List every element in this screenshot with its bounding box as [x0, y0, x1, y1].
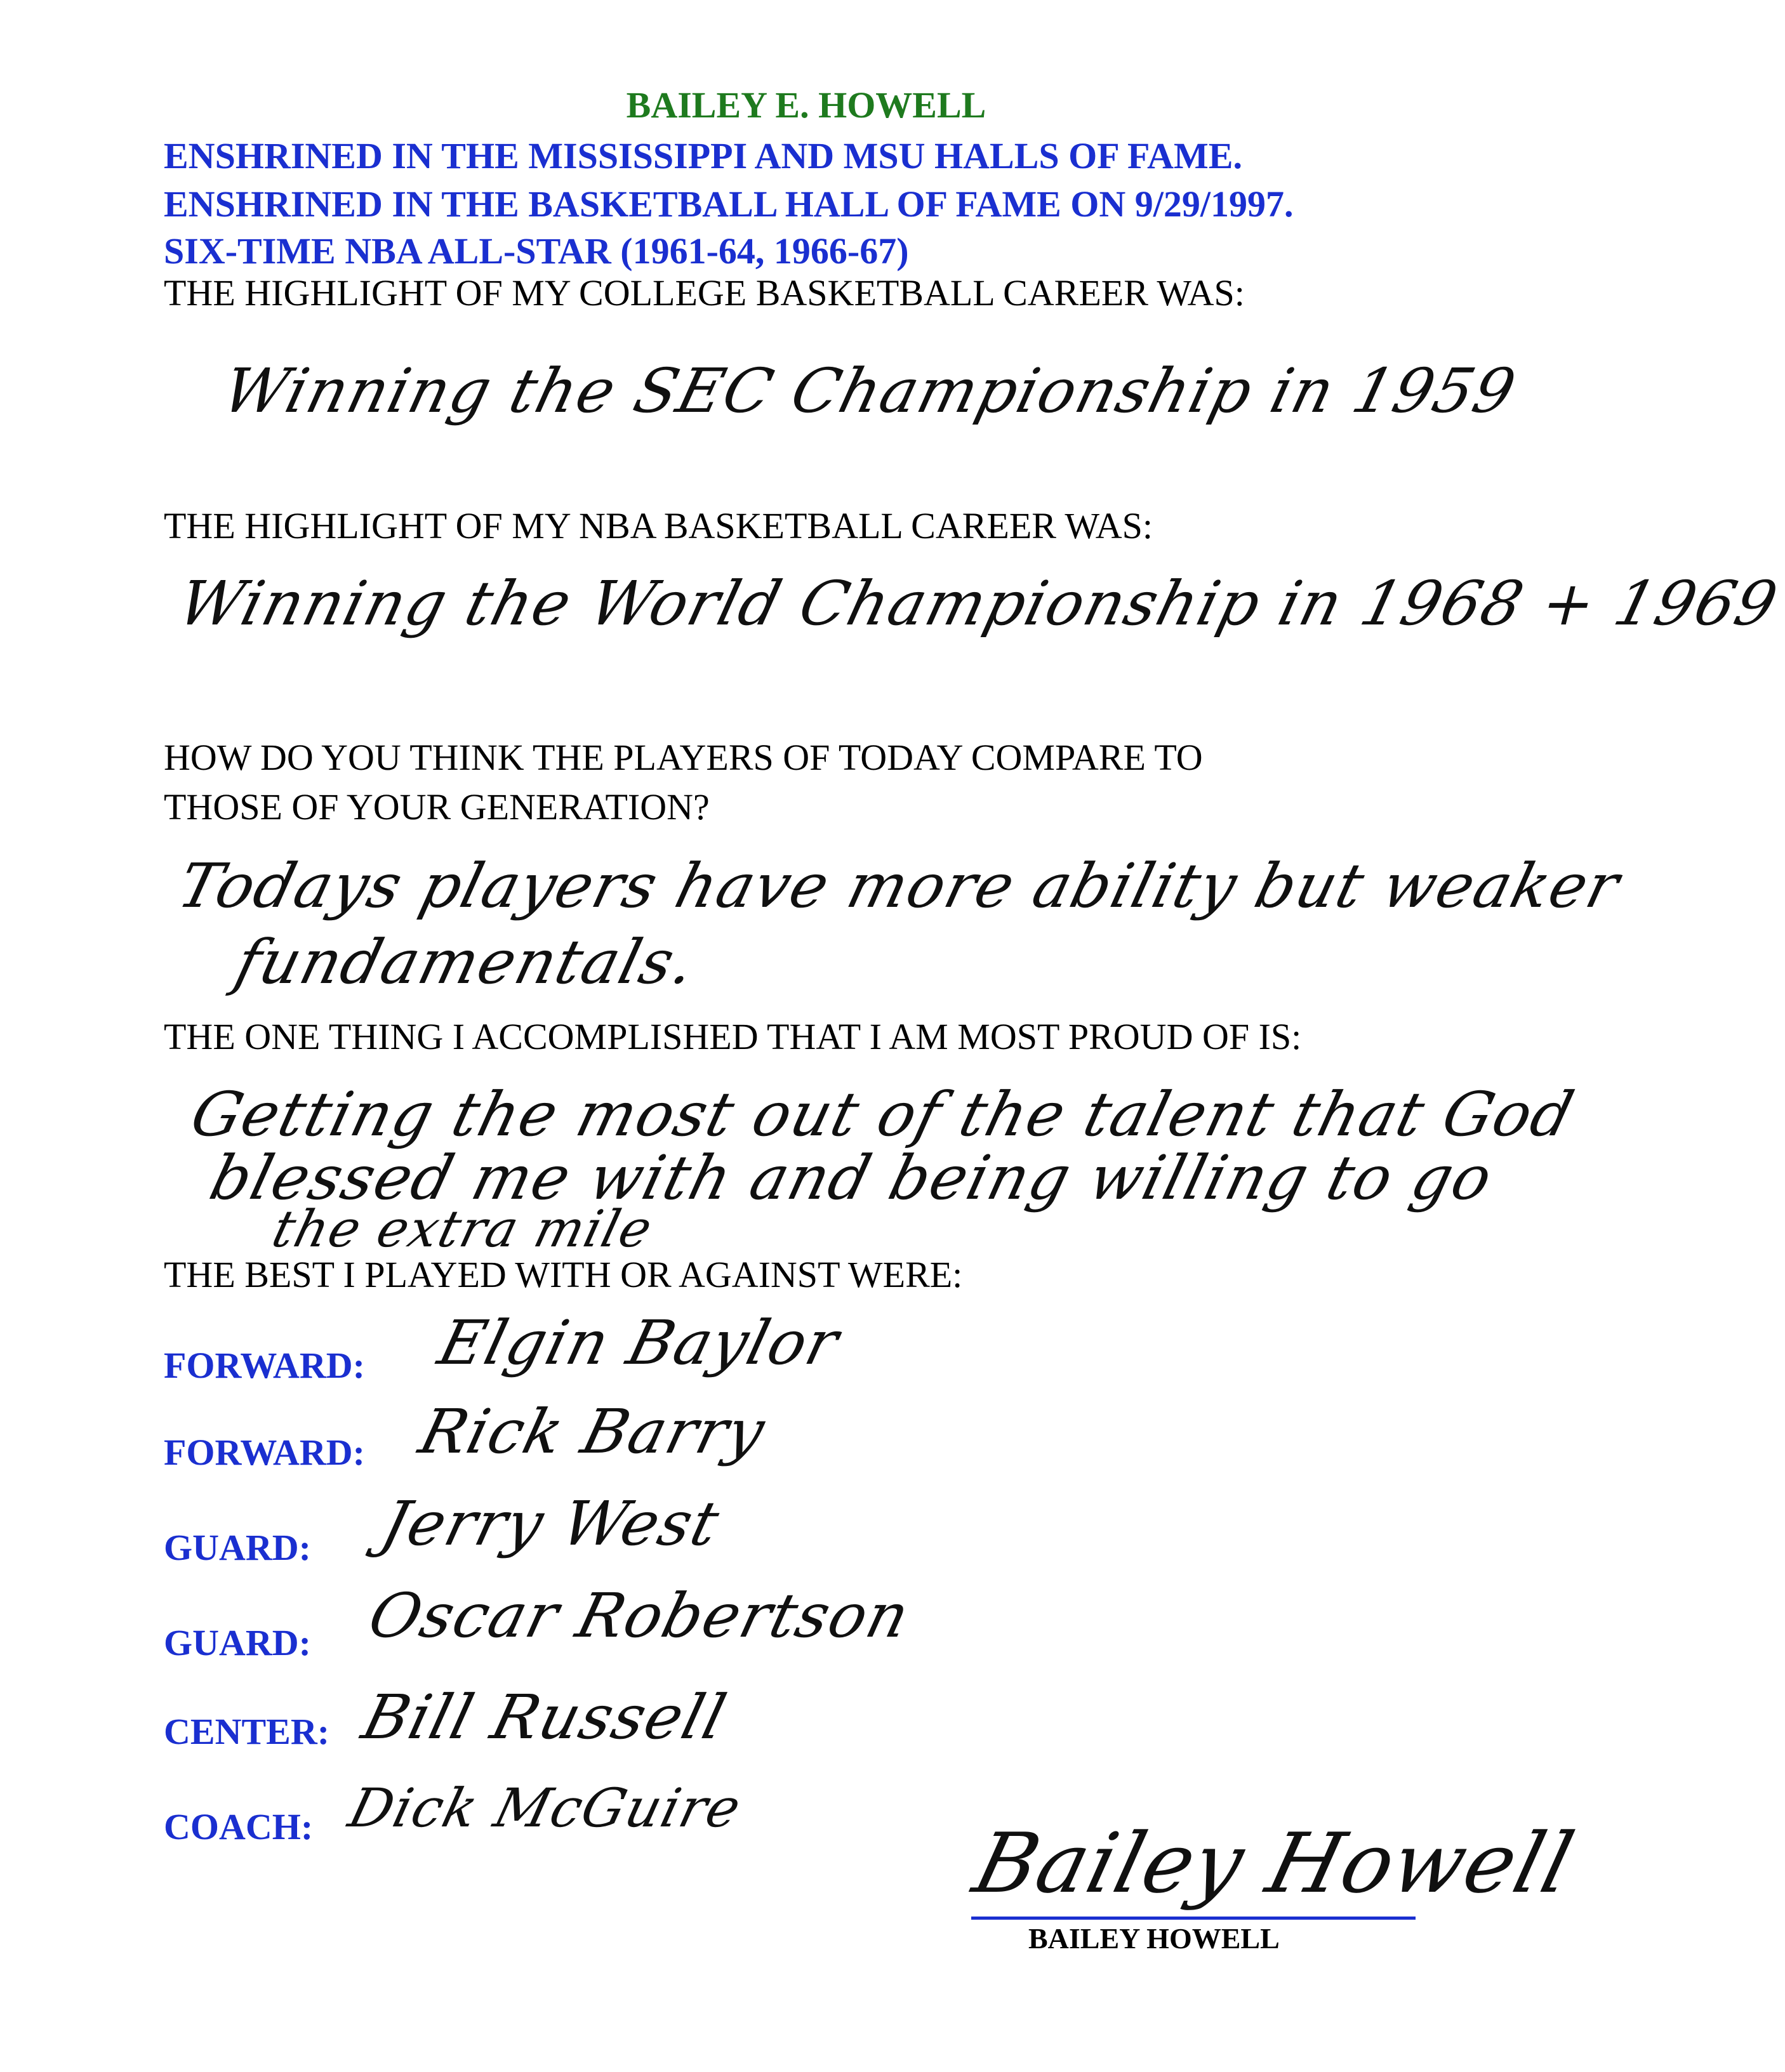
player-name-title: BAILEY E. HOWELL	[626, 84, 986, 126]
position-player-forward-2: Rick Barry	[413, 1396, 773, 1467]
proud-answer-line-3: the extra mile	[267, 1199, 659, 1258]
honor-line-2: ENSHRINED IN THE BASKETBALL HALL OF FAME ON 9/29/1997.	[164, 183, 1294, 225]
nba-highlight-prompt: THE HIGHLIGHT OF MY NBA BASKETBALL CAREER WAS:	[164, 505, 1153, 546]
compare-prompt-line-1: HOW DO YOU THINK THE PLAYERS OF TODAY COMPARE TO	[164, 737, 1203, 778]
nba-highlight-answer: Winning the World Championship in 1968 + 1969	[171, 568, 1785, 639]
compare-answer-line-1: Todays players have more ability but weaker	[171, 850, 1628, 921]
position-label-guard-1: GUARD:	[164, 1527, 311, 1568]
signature-line	[971, 1917, 1416, 1920]
college-highlight-answer: Winning the SEC Championship in 1959	[216, 355, 1523, 426]
position-player-center: Bill Russell	[355, 1682, 734, 1753]
proud-answer-line-1: Getting the most out of the talent that God	[184, 1079, 1582, 1150]
proud-prompt: THE ONE THING I ACCOMPLISHED THAT I AM MOST PROUD OF IS:	[164, 1016, 1302, 1057]
compare-prompt-line-2: THOSE OF YOUR GENERATION?	[164, 786, 710, 828]
printed-name: BAILEY HOWELL	[1028, 1922, 1280, 1955]
handwritten-signature: Bailey Howell	[965, 1815, 1584, 1911]
honor-line-1: ENSHRINED IN THE MISSISSIPPI AND MSU HALLS OF FAME.	[164, 135, 1242, 176]
position-label-forward-1: FORWARD:	[164, 1345, 365, 1386]
best-played-prompt: THE BEST I PLAYED WITH OR AGAINST WERE:	[164, 1254, 963, 1295]
honor-line-3: SIX-TIME NBA ALL-STAR (1961-64, 1966-67)	[164, 230, 909, 272]
position-player-coach: Dick McGuire	[343, 1777, 748, 1839]
position-label-guard-2: GUARD:	[164, 1622, 311, 1663]
position-label-center: CENTER:	[164, 1711, 330, 1752]
college-highlight-prompt: THE HIGHLIGHT OF MY COLLEGE BASKETBALL CAREER WAS:	[164, 272, 1245, 313]
position-label-forward-2: FORWARD:	[164, 1432, 365, 1473]
position-player-guard-2: Oscar Robertson	[362, 1580, 918, 1651]
position-label-coach: COACH:	[164, 1806, 314, 1847]
compare-answer-line-2: fundamentals.	[229, 927, 703, 998]
proud-answer-line-2: blessed me with and being willing to go	[203, 1142, 1501, 1213]
position-player-guard-1: Jerry West	[375, 1488, 727, 1559]
position-player-forward-1: Elgin Baylor	[432, 1307, 847, 1378]
